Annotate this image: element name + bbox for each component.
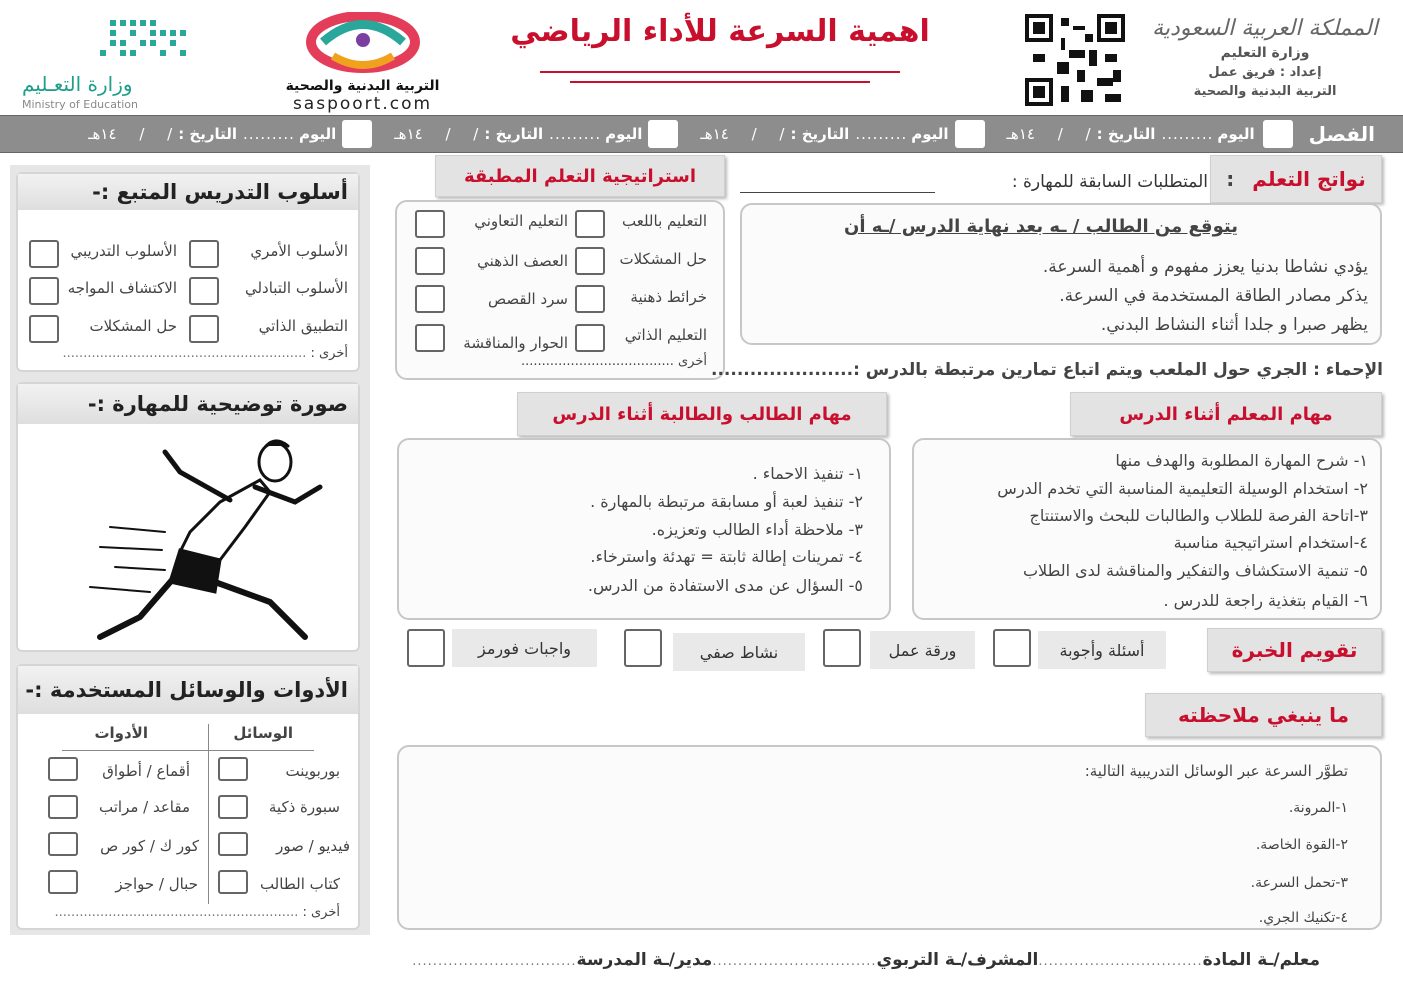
- title-underline-2: [570, 81, 870, 83]
- eval-option-label: ورقة عمل: [870, 631, 975, 669]
- outcomes-tab: [1210, 155, 1382, 203]
- style-other[interactable]: أخرى : ...........................................................: [62, 346, 348, 361]
- tools-divider: [208, 724, 209, 904]
- teacher-task: ٦- القيام بتغذية راجعة للدرس .: [1163, 591, 1368, 610]
- means-checkbox[interactable]: [218, 795, 248, 819]
- notes-tab: ما ينبغي ملاحظته: [1145, 693, 1382, 737]
- means-item: فيديو / صور: [276, 837, 350, 855]
- teaching-style-title: أسلوب التدريس المتبع :-: [18, 174, 358, 210]
- notes-intro: تطوَّر السرعة عبر الوسائل التدريبية التالية:: [1084, 762, 1348, 780]
- day-label-2: اليوم: [911, 125, 949, 143]
- date-label-1: التاريخ :: [1096, 125, 1156, 143]
- strategy-item: خرائط ذهنية: [630, 288, 707, 306]
- subject-label: التربية البدنية والصحية: [1193, 84, 1337, 99]
- eval-option-label: نشاط صفي: [673, 633, 805, 671]
- strategy-checkbox[interactable]: [575, 210, 605, 238]
- teacher-task: ١- شرح المهارة المطلوبة والهدف منها: [1115, 451, 1368, 470]
- teacher-task: ٢- استخدام الوسيلة التعليمية المناسبة التي تخدم الدرس: [997, 479, 1368, 498]
- notes-item: ٣-تحمل السرعة.: [1250, 875, 1348, 891]
- outcome-item: يذكر مصادر الطاقة المستخدمة في السرعة.: [1059, 286, 1368, 306]
- style-item: التطبيق الذاتي: [258, 317, 348, 335]
- strategy-item: التعليم التعاوني: [474, 212, 568, 230]
- outcomes-tab-colon: :: [1226, 167, 1235, 191]
- kingdom-label: المملكة العربية السعودية: [1152, 16, 1378, 41]
- ministry-label: وزارة التعليم: [1220, 45, 1310, 61]
- date-value-3: / / ١٤هـ: [394, 125, 479, 143]
- tools-checkbox[interactable]: [48, 832, 78, 856]
- expectation-heading: يتوقع من الطالب / ـه بعد نهاية الدرس /ـه أن: [844, 216, 1238, 237]
- date-label-2: التاريخ :: [790, 125, 850, 143]
- ministry-logo-en: Ministry of Education: [22, 98, 139, 111]
- means-checkbox[interactable]: [218, 870, 248, 894]
- strategy-other[interactable]: أخرى .....................................: [520, 354, 707, 369]
- title-underline: [540, 71, 900, 73]
- tools-checkbox[interactable]: [48, 795, 78, 819]
- supervisor-signature-line[interactable]: ................................: [712, 954, 877, 969]
- outcomes-tab-label: نواتج التعلم: [1252, 167, 1366, 191]
- tools-item: أقماع / أطواق: [102, 762, 190, 780]
- style-item: الأسلوب التبادلي: [244, 279, 348, 297]
- qr-code[interactable]: [1025, 14, 1125, 106]
- sprinter-illustration: [70, 432, 340, 647]
- eval-checkbox[interactable]: [993, 629, 1031, 667]
- qr-code-icon: [1025, 14, 1125, 106]
- teacher-signature-label: معلم/ـة المادة: [1202, 950, 1320, 970]
- date-value-1: / / ١٤هـ: [1006, 125, 1091, 143]
- principal-signature-line[interactable]: ................................: [412, 954, 577, 969]
- date-value-4: / / ١٤هـ: [88, 125, 173, 143]
- site-logo-ar: التربية البدنية والصحية: [285, 78, 440, 94]
- teacher-signature-line[interactable]: ................................: [1038, 954, 1203, 969]
- student-tasks-tab: مهام الطالب والطالبة أثناء الدرس: [517, 392, 887, 436]
- prereq-label: المتطلبات السابقة للمهارة :: [1011, 172, 1208, 192]
- teacher-task: ٤-استخدام استراتيجية مناسبة: [1173, 533, 1368, 552]
- date-label-3: التاريخ :: [484, 125, 544, 143]
- tools-header-line: [62, 750, 314, 751]
- day-box-4[interactable]: [342, 120, 372, 148]
- notes-item: ٢-القوة الخاصة.: [1255, 837, 1348, 853]
- notes-item: ١-المرونة.: [1288, 800, 1348, 816]
- style-checkbox[interactable]: [189, 277, 219, 305]
- date-bar: الفصل اليوم ......... التاريخ : / / ١٤هـ اليوم ......... التاريخ : / / ١٤هـ اليوم ......... التاريخ : / / ١٤هـ اليوم ......... التاريخ : / / ١٤هـ: [0, 115, 1403, 153]
- student-task: ٥- السؤال عن مدى الاستفادة من الدرس.: [587, 576, 863, 595]
- student-task: ٤- تمرينات إطالة ثابتة = تهدئة واسترخاء.: [590, 547, 863, 566]
- strategy-item: سرد القصص: [487, 290, 568, 308]
- style-checkbox[interactable]: [189, 315, 219, 343]
- style-checkbox[interactable]: [29, 315, 59, 343]
- principal-signature-label: مدير/ـة المدرسة: [576, 950, 713, 970]
- teacher-task: ٣-اتاحة الفرصة للطلاب والطالبات للبحث والاستنتاج: [1029, 506, 1368, 525]
- tools-item: مقاعد / مراتب: [99, 798, 190, 816]
- tools-item: كور ك / كور ص: [100, 837, 199, 855]
- teacher-task: ٥- تنمية الاستكشاف والتفكير والمناقشة لدى الطلاب: [1022, 561, 1368, 580]
- style-item: الاكتشاف المواجه: [67, 279, 177, 297]
- site-logo: [250, 12, 475, 112]
- strategy-checkbox[interactable]: [575, 324, 605, 352]
- strategy-checkbox[interactable]: [415, 285, 445, 313]
- student-task: ٣- ملاحظة أداء الطالب وتعزيزه.: [651, 520, 863, 539]
- strategy-tab: استراتيجية التعلم المطبقة: [435, 155, 725, 197]
- strategy-item: العصف الذهني: [477, 252, 568, 270]
- strategy-checkbox[interactable]: [575, 285, 605, 313]
- ministry-logo: [22, 14, 192, 109]
- day-label-1: اليوم: [1217, 125, 1255, 143]
- tools-title: الأدوات والوسائل المستخدمة :-: [18, 666, 358, 714]
- header-info: [1150, 16, 1380, 99]
- strategy-checkbox[interactable]: [575, 247, 605, 275]
- tools-header: الأدوات: [94, 724, 148, 742]
- lesson-title: اهمية السرعة للأداء الرياضي: [510, 14, 930, 49]
- class-label: الفصل: [1308, 122, 1375, 146]
- means-checkbox[interactable]: [218, 757, 248, 781]
- illustration-title: صورة توضيحية للمهارة :-: [18, 384, 358, 424]
- supervisor-signature-label: المشرف/ـة التربوي: [876, 950, 1039, 970]
- site-url[interactable]: saspoort.com: [292, 94, 433, 114]
- site-logo-icon: [303, 12, 423, 74]
- style-item: الأسلوب الأمري: [250, 242, 348, 260]
- strategy-item: التعليم باللعب: [622, 212, 707, 230]
- outcome-item: يظهر صبرا و جلدا أثناء النشاط البدني.: [1100, 315, 1368, 335]
- eval-option-label: أسئلة وأجوبة: [1038, 631, 1166, 669]
- prepared-by: إعداد : فريق عمل: [1208, 65, 1322, 80]
- style-checkbox[interactable]: [29, 277, 59, 305]
- means-item: كتاب الطالب: [259, 875, 340, 893]
- style-checkbox[interactable]: [189, 240, 219, 268]
- prereq-input-line[interactable]: [740, 192, 935, 193]
- style-item: حل المشكلات: [89, 317, 177, 335]
- day-box-3[interactable]: [648, 120, 678, 148]
- student-task: ٢- تنفيذ لعبة أو مسابقة مرتبطة بالمهارة .: [590, 492, 863, 511]
- tools-other[interactable]: أخرى : ...........................................................: [54, 905, 340, 920]
- strategy-item: الحوار والمناقشة: [463, 334, 568, 352]
- sprinter-icon: [70, 432, 340, 647]
- ministry-logo-ar: وزارة التعـليم: [22, 72, 133, 96]
- notes-item: ٤-تكنيك الجري.: [1258, 910, 1348, 926]
- evaluation-tab: تقويم الخبرة: [1207, 628, 1382, 672]
- signatures-row: [412, 950, 1320, 970]
- date-label-4: التاريخ :: [178, 125, 238, 143]
- means-checkbox[interactable]: [218, 832, 248, 856]
- date-value-2: / / ١٤هـ: [700, 125, 785, 143]
- tools-item: حبال / حواجز: [115, 875, 198, 893]
- day-label-3: اليوم: [605, 125, 643, 143]
- means-item: بوربوينت: [285, 762, 340, 780]
- tools-checkbox[interactable]: [48, 757, 78, 781]
- style-checkbox[interactable]: [29, 240, 59, 268]
- page-title: [490, 14, 950, 83]
- warmup-text: الإحماء : الجري حول الملعب ويتم اتباع تمارين مرتبطة بالدرس :......................: [711, 360, 1383, 380]
- strategy-checkbox[interactable]: [415, 324, 445, 352]
- style-item: الأسلوب التدريبي: [70, 242, 177, 260]
- eval-option-label: واجبات فورمز: [452, 629, 597, 667]
- strategy-checkbox[interactable]: [415, 247, 445, 275]
- strategy-item: التعليم الذاتي: [624, 326, 707, 344]
- eval-checkbox[interactable]: [407, 629, 445, 667]
- student-task: ١- تنفيذ الاحماء .: [752, 464, 863, 483]
- class-box[interactable]: [1263, 120, 1293, 148]
- teacher-tasks-tab: مهام المعلم أثناء الدرس: [1070, 392, 1382, 436]
- means-header: الوسائل: [233, 724, 293, 742]
- day-box-2[interactable]: [955, 120, 985, 148]
- outcome-item: يؤدي نشاطا بدنيا يعزز مفهوم و أهمية السرعة.: [1042, 257, 1368, 277]
- tools-checkbox[interactable]: [48, 870, 78, 894]
- strategy-checkbox[interactable]: [415, 210, 445, 238]
- eval-checkbox[interactable]: [823, 629, 861, 667]
- eval-checkbox[interactable]: [624, 629, 662, 667]
- day-label-4: اليوم: [298, 125, 337, 143]
- means-item: سبورة ذكية: [268, 798, 340, 816]
- ministry-logo-icon: [22, 14, 192, 64]
- strategy-item: حل المشكلات: [619, 250, 707, 268]
